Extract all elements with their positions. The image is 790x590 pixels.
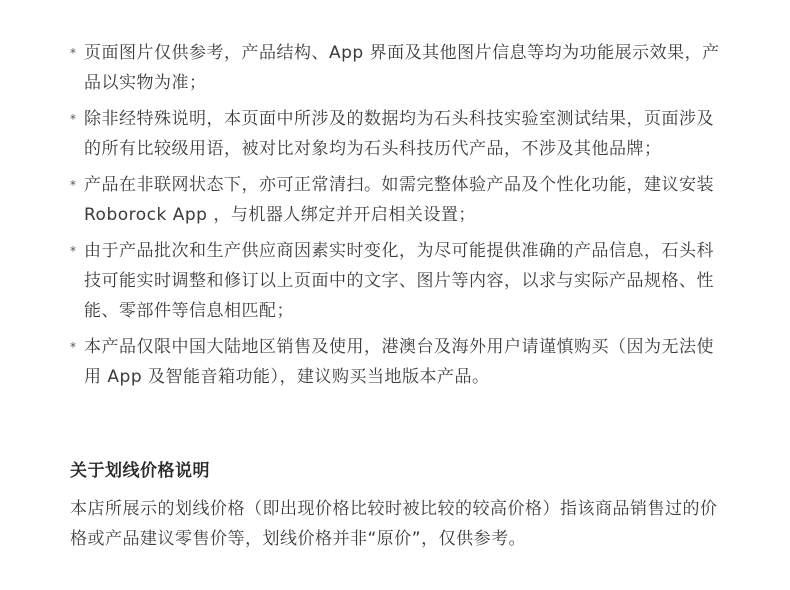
disclaimer-note: [70, 332, 730, 392]
price-section-body: 本店所展示的划线价格（即出现价格比较时被比较的较高价格）指该商品销售过的价格或产品建议零售价等，划线价格并非“原价”，仅供参考。: [70, 499, 718, 549]
disclaimer-note-text: 页面图片仅供参考，产品结构、App 界面及其他图片信息等均为功能展示效果，产品以实物为准；: [84, 43, 720, 93]
disclaimer-note: [70, 104, 730, 164]
asterisk-icon: *: [70, 244, 77, 258]
asterisk-icon: *: [70, 112, 77, 126]
asterisk-icon: *: [70, 46, 77, 60]
disclaimer-note: [70, 170, 730, 230]
price-section-title: 关于划线价格说明: [70, 461, 210, 481]
disclaimer-note-text: 由于产品批次和生产供应商因素实时变化，为尽可能提供准确的产品信息，石头科技可能实时调整和修订以上页面中的文字、图片等内容，以求与实际产品规格、性能、零部件等信息相匹配；: [84, 241, 714, 321]
disclaimer-note-text: 本产品仅限中国大陆地区销售及使用，港澳台及海外用户请谨慎购买（因为无法使用 App 及智能音箱功能），建议购买当地版本产品。: [84, 337, 714, 387]
asterisk-icon: *: [70, 178, 77, 192]
disclaimer-note-text: 产品在非联网状态下，亦可正常清扫。如需完整体验产品及个性化功能，建议安装 Roborock App ，与机器人绑定并开启相关设置；: [84, 175, 714, 225]
disclaimer-note: [70, 236, 730, 326]
asterisk-icon: *: [70, 340, 77, 354]
disclaimer-notes-list: [70, 38, 730, 398]
disclaimer-note: [70, 38, 730, 98]
disclaimer-note-text: 除非经特殊说明，本页面中所涉及的数据均为石头科技实验室测试结果，页面涉及的所有比较级用语，被对比对象均为石头科技历代产品，不涉及其他品牌；: [84, 109, 714, 159]
